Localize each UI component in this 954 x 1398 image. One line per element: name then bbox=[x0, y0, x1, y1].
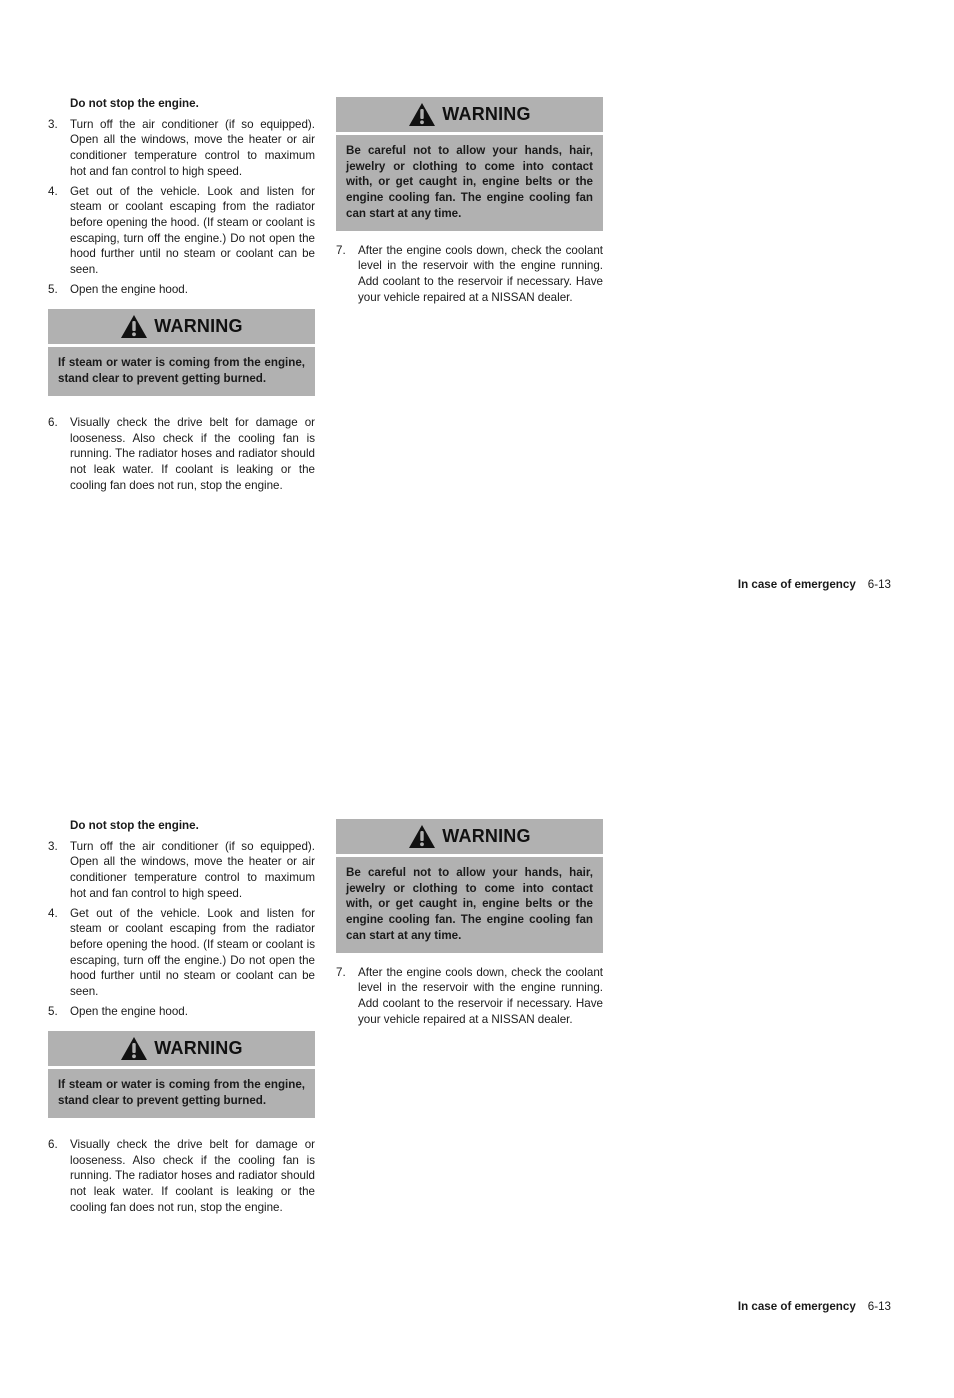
warning-header bbox=[336, 819, 603, 854]
warning-title: WARNING bbox=[442, 825, 531, 846]
step-item bbox=[48, 839, 315, 902]
steps-list bbox=[48, 1137, 315, 1216]
warning-body: Be careful not to allow your hands, hair, jewelry or clothing to come into contact with, or get caught in, engine belts or the engine cooling fan. The engine cooling fan can start at any time. bbox=[336, 857, 603, 953]
warning-title: WARNING bbox=[154, 1038, 243, 1059]
steps-list bbox=[336, 243, 603, 306]
step-item bbox=[336, 965, 603, 1028]
warning-title: WARNING bbox=[442, 103, 531, 124]
step-item bbox=[48, 282, 315, 298]
lead-note: Do not stop the engine. bbox=[70, 97, 199, 110]
warning-body: Be careful not to allow your hands, hair, jewelry or clothing to come into contact with, or get caught in, engine belts or the engine cooling fan. The engine cooling fan can start at any time. bbox=[336, 135, 603, 231]
page-footer bbox=[738, 578, 891, 591]
step-number: 7. bbox=[336, 243, 346, 257]
step-item bbox=[336, 243, 603, 306]
steps-list bbox=[48, 839, 315, 1020]
manual-page bbox=[0, 0, 954, 676]
step-item bbox=[48, 415, 315, 494]
warning-title: WARNING bbox=[154, 316, 243, 337]
steps-list bbox=[336, 965, 603, 1028]
footer-page-number: 6-13 bbox=[867, 1300, 891, 1313]
step-number: 6. bbox=[48, 415, 58, 429]
step-item bbox=[48, 1004, 315, 1020]
warning-box bbox=[48, 1031, 315, 1117]
warning-box bbox=[48, 309, 315, 395]
warning-triangle-icon bbox=[120, 1036, 148, 1061]
step-text: Open the engine hood. bbox=[70, 1004, 188, 1018]
page-footer bbox=[738, 1300, 891, 1313]
left-column bbox=[48, 96, 315, 497]
lead-note: Do not stop the engine. bbox=[70, 819, 199, 832]
step-number: 4. bbox=[48, 184, 58, 198]
warning-header bbox=[48, 1031, 315, 1066]
steps-list bbox=[48, 117, 315, 298]
manual-page bbox=[0, 722, 954, 1398]
warning-body: If steam or water is coming from the engine, stand clear to prevent getting burned. bbox=[48, 1069, 315, 1117]
step-number: 4. bbox=[48, 906, 58, 920]
step-item bbox=[48, 906, 315, 1000]
step-number: 3. bbox=[48, 117, 58, 131]
footer-section-title: In case of emergency bbox=[737, 578, 856, 591]
step-text: Visually check the drive belt for damage or looseness. Also check if the cooling fan is running. The radiator hoses and radiator should not leak water. If coolant is leaking or the cooling fan does not run, stop the engine. bbox=[70, 1137, 315, 1214]
step-number: 5. bbox=[48, 1004, 58, 1018]
step-item bbox=[48, 184, 315, 278]
right-column bbox=[336, 819, 603, 1031]
right-column bbox=[336, 97, 603, 309]
warning-triangle-icon bbox=[408, 102, 436, 127]
warning-box bbox=[336, 97, 603, 231]
step-item bbox=[48, 1137, 315, 1216]
step-text: Get out of the vehicle. Look and listen for steam or coolant escaping from the radiator before opening the hood. (If steam or coolant is escaping, turn off the engine.) Do not open the hood further until no steam or coolant can be seen. bbox=[70, 906, 315, 999]
warning-header bbox=[336, 97, 603, 132]
step-number: 5. bbox=[48, 282, 58, 296]
step-text: After the engine cools down, check the coolant level in the reservoir with the engine running. Add coolant to the reservoir if necessary. Have your vehicle repaired at a NISSAN dealer. bbox=[358, 243, 603, 304]
warning-triangle-icon bbox=[408, 824, 436, 849]
step-text: Visually check the drive belt for damage or looseness. Also check if the cooling fan is running. The radiator hoses and radiator should not leak water. If coolant is leaking or the cooling fan does not run, stop the engine. bbox=[70, 415, 315, 492]
warning-header bbox=[48, 309, 315, 344]
step-number: 3. bbox=[48, 839, 58, 853]
step-number: 6. bbox=[48, 1137, 58, 1151]
left-column bbox=[48, 818, 315, 1219]
steps-list bbox=[48, 415, 315, 494]
footer-section-title: In case of emergency bbox=[737, 1300, 856, 1313]
step-text: Turn off the air conditioner (if so equipped). Open all the windows, move the heater or air conditioner temperature control to maximum hot and fan control to high speed. bbox=[70, 117, 315, 178]
step-text: Open the engine hood. bbox=[70, 282, 188, 296]
step-text: Get out of the vehicle. Look and listen for steam or coolant escaping from the radiator before opening the hood. (If steam or coolant is escaping, turn off the engine.) Do not open the hood further until no steam or coolant can be seen. bbox=[70, 184, 315, 277]
step-item bbox=[48, 117, 315, 180]
step-number: 7. bbox=[336, 965, 346, 979]
warning-box bbox=[336, 819, 603, 953]
warning-body: If steam or water is coming from the engine, stand clear to prevent getting burned. bbox=[48, 347, 315, 395]
step-text: Turn off the air conditioner (if so equipped). Open all the windows, move the heater or air conditioner temperature control to maximum hot and fan control to high speed. bbox=[70, 839, 315, 900]
footer-page-number: 6-13 bbox=[867, 578, 891, 591]
warning-triangle-icon bbox=[120, 314, 148, 339]
step-text: After the engine cools down, check the coolant level in the reservoir with the engine running. Add coolant to the reservoir if necessary. Have your vehicle repaired at a NISSAN dealer. bbox=[358, 965, 603, 1026]
